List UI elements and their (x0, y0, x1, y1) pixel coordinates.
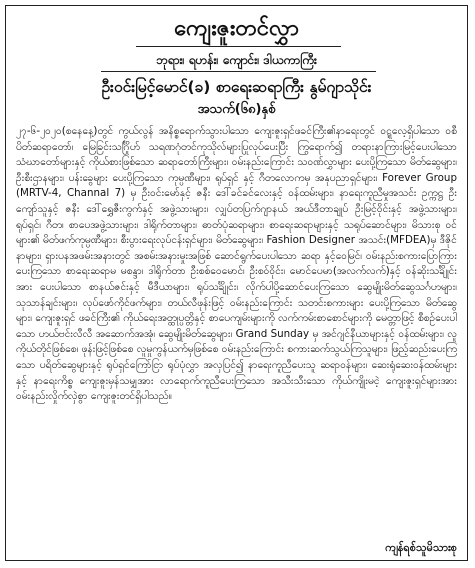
notice-subtitle: ဘုရား၊ ရဟန်း၊ ကျောင်း၊ ဒါယကာကြီး (156, 53, 317, 67)
deceased-age: အသက်(၆၈)နှစ် (197, 102, 276, 117)
title-underline (136, 46, 341, 47)
notice-frame (5, 5, 468, 561)
notice-title: ကျေးဇူးတင်လွှာ (174, 15, 299, 41)
deceased-name: ဦးဝင်းမြင့်မောင်(ခ) စာရေးဆရာကြီး နွမ်ဂျာသိုင်း (101, 78, 372, 96)
notice-body: ၂၇-၆-၂၀၂၀(စနေနေ့)တွင် ကွယ်လွန် အနိစ္စရောက်သွားပါသော ကျေးဇူးရှင်ဖခင်ကြီး၏နာရေးတွင် ဝဋ္ဋလေ့ရှိပါသော ဝစီပိတ်ဆရာတော်၊ မြေခြင်းသင်္ဂြိုဟ် သရဏဂုံတင်ကုသိုလ်များပြုလုပ်ပေးပြီး ကြွရောက်၍ တရားနာကြားမြင့်ပေးပါသော သံဃာတော်များနှင့် ကိုယ်စားဖြစ်သော ဆရာတော်ကြီးများ၊ ဝမ်းနည်းကြောင်း သဝဏ်လွှာများ ပေးပို့ကြသော မိတ်ဆွေများ၊ ဦးစီးဌာနများ၊ ပန်းခွေများ ပေးပို့ကြသော ကုမ္ပဏီများ၊ ရုပ်ရှင် နှင့် ဂီတလောကမှ အနုပညာရှင်များ၊ Forever Group (MRTV-4, Channal 7) မှ ဦးဝင်းမော်နှင့် ဇနီး ဒေါ်ခင်ခင်လေးနှင့် ဝန်ထမ်းများ၊ နာရေးကူညီမှုအသင်း ဥက္ကဋ္ဌ ဦးကျော်သူနှင့် ဇနီး ဒေါ်ရွှေဇီးကွက်နှင့် အဖွဲ့သားများ၊ လျှပ်တပြက်ဂျာနယ် အယ်ဒီတာချုပ် ဦးမြင့်ဝိုင်းနှင့် အဖွဲ့သားများ၊ ရုပ်ရှင်၊ ဂီတ၊ စာပေအဖွဲ့သားများ၊ ဒါရိုက်တာများ၊ ဓာတ်ပုံဆရာများ၊ စာရေးဆရာများနှင့် သရုပ်ဆောင်များ၊ မိသားစု ဝင်များ၏ မိတ်ဖက်ကုမ္ပဏီများ၊ စီးပွားရေးလုပ်ငန်းရှင်များ၊ မိတ်ဆွေများ၊ Fashion Designer အသင်း(MFDEA)မှ ဒီဇိုင်နာများ၊ ရှားပနအဖမ်းအနားတွင် အစမ်းအနားမှုးအဖြစ် ဆောင်ရွက်ပေးပါသော ဆရာ နှင့်ဝေမြင်၊ ဝမ်းနည်းစကားပြောကြားပေးကြသော စာရေးဆရာမ မစန္ဒာ၊ ဒါရိုက်တာ ဦးစစ်ဝေမောင်၊ ဦးစဝ်ဝိုင်း၊ မောင်ပေမာ(အလက်လက်)နှင့် ဝန်ဆိုးသင်္ချိုင်းအား ပေးပါသော စာနယ်ဇင်းနှင့် မီဒီယာများ၊ ရုပ်သင်္ချိုင်း၊ လိုက်ပါပို့ဆောင်ပေးကြသော ဆွေမျိုးမိတ်ဆွေသင်္ဂဟများ၊ သုသာန်ချင်းများ၊ လုပ်ဖော်ကိုင်ဖက်များ၊ တယ်လီဖုန်းဖြင့် ဝမ်းနည်းကြောင်း သတင်းစကားများ ပေးပို့ကြသော မိတ်ဆွေများ၊ ကျေးဇူးရှင် ဖခင်ကြီး၏ ကိုယ်ရေးအတ္ထုပ္ပတ္တိနှင့် စာပေကျမ်းများကို လက်ကမ်းစာစောင်များကို မေတ္တာဖြင့် စီစဉ်ပေးပါသော ဟယ်ဗင်းလီလီ အဆောက်အအုံ၊ ဆွေမျိုးမိတ်ဆွေများ၊ Grand Sunday မှ အင်ဂျင်နီယာများနှင့် ဝန်ထမ်းများ၊ လူကိုယ်တိုင်ဖြစ်စေ၊ ဖုန်းဖြင့်ဖြစ်စေ လူမှုကွန်ယက်မှဖြစ်စေ ဝမ်းနည်းကြောင်း စကားဆက်သွယ်ကြသူများ၊ ဖြည့်ဆည်းပေးကြသော ပရိတ်ဆွေများနှင့် ရုပ်ရှင်ကြော်ငြာ ရုပ်ပုံလွှာ အလှပြင်၍ နာရေးကူညီပေးသူ ဆရာဝန်များ၊ ဆေးရုံဆေးဝန်ထမ်းများနှင့် နာရေးကိစ္စ ကျေးဇူးမှန်သမျှအား လာရောက်ကူညီပေးကြသော အသီးသီးသော ကိုယ်ကျိုးမငဲ့ ကျေးဇူးရှင်များအား ဝမ်းနည်းလှိုက်လှဲစွာ ကျေးဇူးတင်ရှိပါသည်။ (16, 125, 457, 403)
subtitle-underline (101, 71, 376, 72)
notice-signature: ကျန်ရစ်သူမိသားစု (385, 541, 457, 554)
